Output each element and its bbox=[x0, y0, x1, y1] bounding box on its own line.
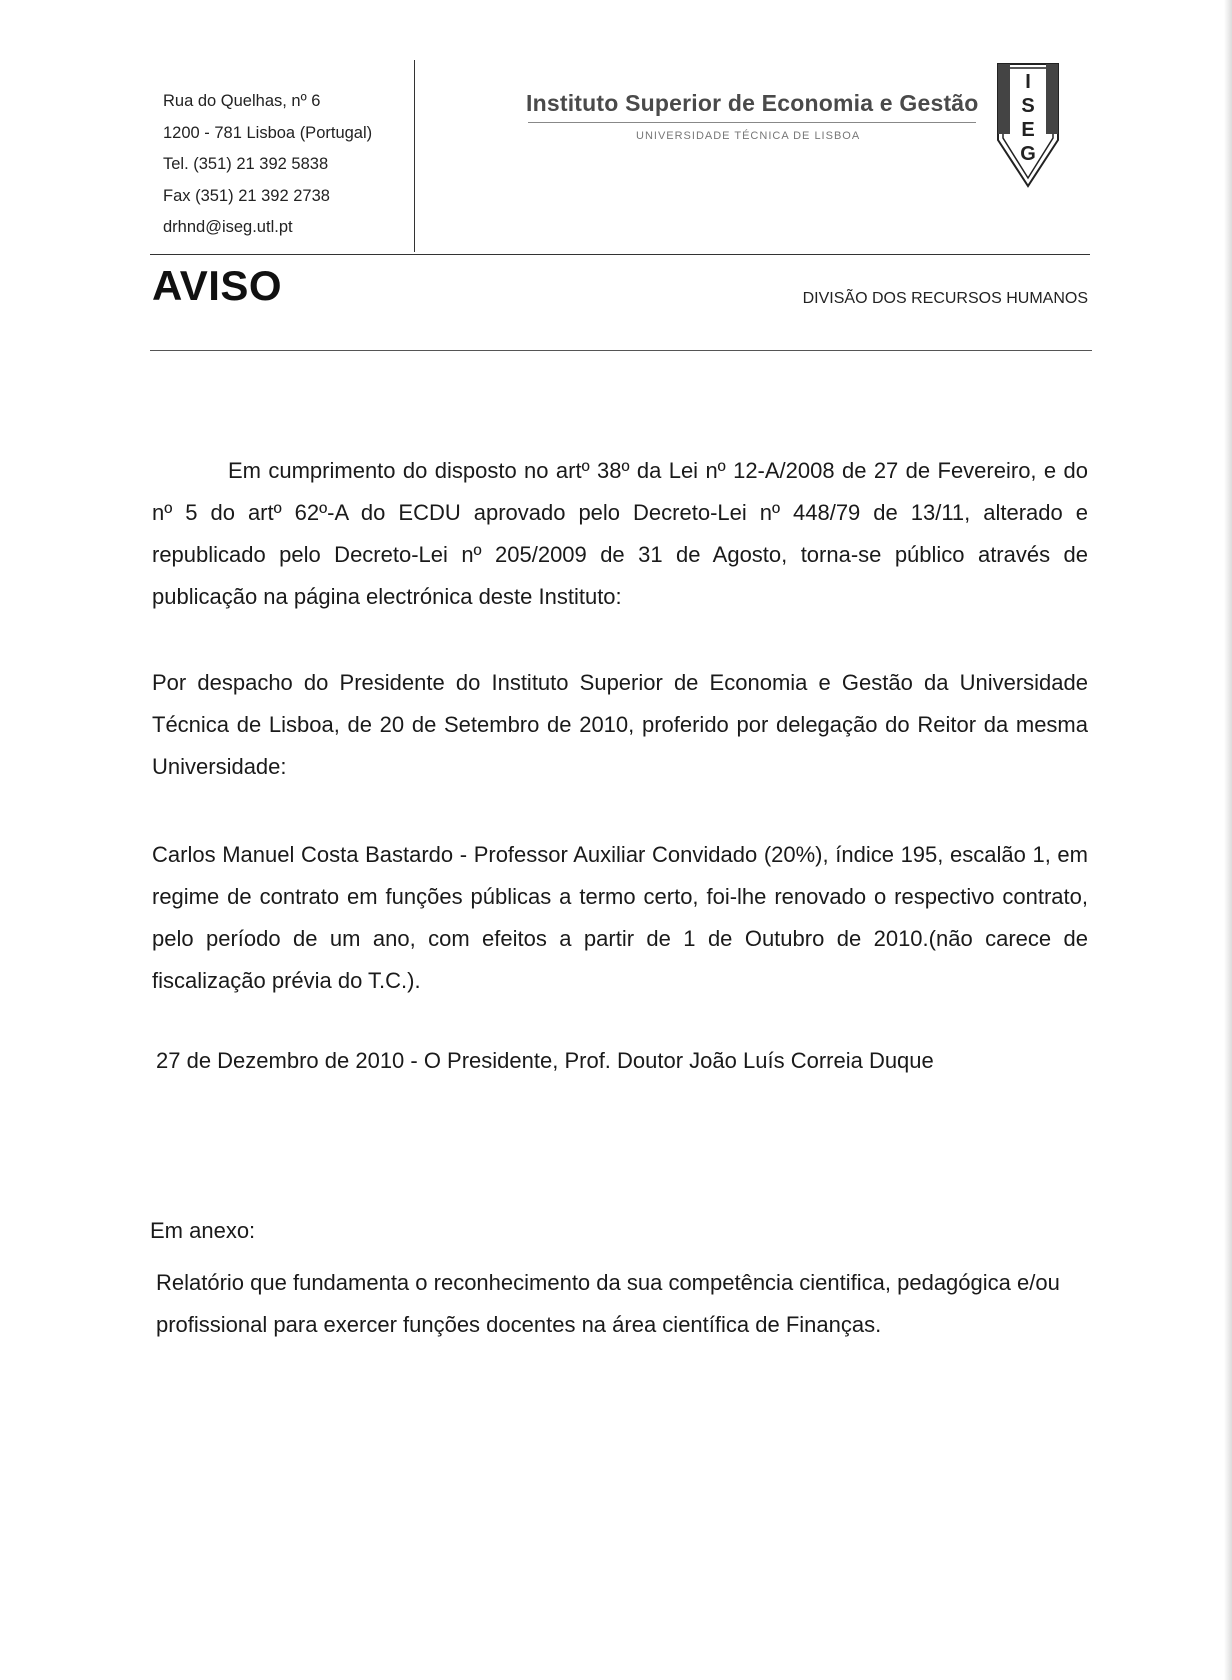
logo-letter-g: G bbox=[1020, 143, 1036, 165]
institution-rule bbox=[528, 122, 976, 123]
title-rule bbox=[150, 350, 1092, 351]
header-rule bbox=[150, 254, 1090, 255]
institution-name: Instituto Superior de Economia e Gestão bbox=[526, 90, 979, 116]
annex-text: Relatório que fundamenta o reconhecimento da sua competência cientifica, pedagógica e/ou profissional para exercer funções docentes na área científica de Finanças. bbox=[156, 1270, 1060, 1337]
address-email: drhnd@iseg.utl.pt bbox=[163, 218, 293, 236]
paragraph-legal-basis: Em cumprimento do disposto no artº 38º da Lei nº 12-A/2008 de 27 de Fevereiro, e do nº 5 do artº 62º-A do ECDU aprovado pelo Decreto-Lei nº 448/79 de 13/11, alterado e republicado pelo Decreto-Lei nº 205/2009 de 31 de Agosto, torna-se público através de publicação na página electrónica deste Instituto: bbox=[152, 458, 1088, 609]
header-divider-vertical bbox=[414, 60, 415, 252]
signature-line: 27 de Dezembro de 2010 - O Presidente, Prof. Doutor João Luís Correia Duque bbox=[156, 1048, 934, 1073]
iseg-shield-logo bbox=[996, 62, 1060, 188]
scan-edge-shadow bbox=[1224, 0, 1232, 1680]
division-label: DIVISÃO DOS RECURSOS HUMANOS bbox=[802, 290, 1088, 307]
address-postal: 1200 - 781 Lisboa (Portugal) bbox=[163, 123, 373, 142]
document-title: AVISO bbox=[152, 262, 283, 309]
logo-letter-i: I bbox=[1025, 71, 1031, 93]
logo-letter-e: E bbox=[1021, 119, 1035, 141]
paragraph-contract: Carlos Manuel Costa Bastardo - Professor Auxiliar Convidado (20%), índice 195, escalão 1, em regime de contrato em funções públicas a termo certo, foi-lhe renovado o respectivo contrato, pelo período de um ano, com efeitos a partir de 1 de Outubro de 2010.(não carece de fiscalização prévia do T.C.). bbox=[152, 842, 1088, 993]
address-fax: Fax (351) 21 392 2738 bbox=[163, 186, 330, 205]
paragraph-dispatch: Por despacho do Presidente do Instituto Superior de Economia e Gestão da Universidade Técnica de Lisboa, de 20 de Setembro de 2010, proferido por delegação do Reitor da mesma Universidade: bbox=[152, 670, 1088, 779]
institution-subtitle: UNIVERSIDADE TÉCNICA DE LISBOA bbox=[636, 130, 861, 142]
address-phone: Tel. (351) 21 392 5838 bbox=[163, 155, 329, 173]
annex-label: Em anexo: bbox=[150, 1218, 256, 1243]
logo-letter-s: S bbox=[1021, 95, 1035, 117]
address-block bbox=[163, 86, 372, 244]
address-street: Rua do Quelhas, nº 6 bbox=[163, 92, 321, 110]
